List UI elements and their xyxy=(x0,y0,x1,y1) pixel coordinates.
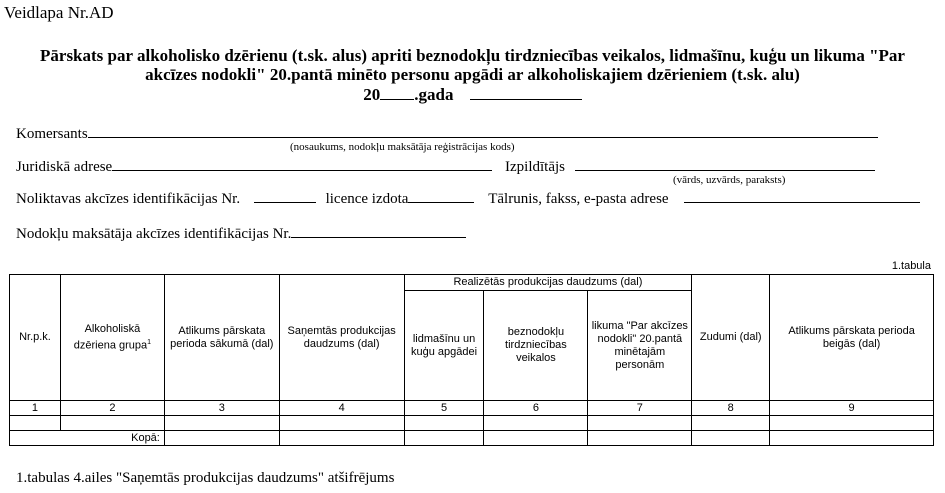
colnum-1: 1 xyxy=(10,401,61,416)
form-id: Veidlapa Nr.AD xyxy=(4,3,114,22)
table-label: 1.tabula xyxy=(891,260,931,272)
year-blank[interactable] xyxy=(380,85,414,100)
colnum-4: 4 xyxy=(279,401,404,416)
report-year-line: 20 .gada xyxy=(0,85,945,104)
izpilditajs-row xyxy=(505,156,875,176)
cell[interactable] xyxy=(279,416,404,431)
header-lidmasinu: lidmašīnu un kuģu apgādei xyxy=(404,291,484,401)
cell[interactable] xyxy=(60,416,164,431)
nodoklu-label: Nodokļu maksātāja akcīzes identifikācijas Nr. xyxy=(16,226,292,242)
header-atlikums-sakuma: Atlikums pārskata perioda sākumā (dal) xyxy=(164,275,279,401)
cell[interactable] xyxy=(692,416,770,431)
cell[interactable] xyxy=(10,416,61,431)
komersants-hint: (nosaukums, nodokļu maksātāja reģistrācijas kods) xyxy=(290,141,515,153)
cell[interactable] xyxy=(484,416,588,431)
header-zudumi: Zudumi (dal) xyxy=(692,275,770,401)
report-title-line2: akcīzes nodokli" 20.pantā minēto personu apgādi ar alkoholiskajiem dzērieniem (t.sk. alu) xyxy=(145,65,800,84)
juridiska-adrese-label: Juridiskā adrese xyxy=(16,159,113,175)
cell[interactable] xyxy=(770,416,934,431)
komersants-label: Komersants xyxy=(16,126,88,142)
noliktavas-field[interactable] xyxy=(254,188,316,203)
komersants-field[interactable] xyxy=(88,123,878,138)
talrunis-field[interactable] xyxy=(684,188,920,203)
talrunis-label: Tālrunis, fakss, e-pasta adrese xyxy=(488,191,669,207)
cell[interactable] xyxy=(484,431,588,446)
column-number-row xyxy=(10,401,934,416)
cell[interactable] xyxy=(404,416,484,431)
total-row xyxy=(10,431,934,446)
cell[interactable] xyxy=(770,431,934,446)
header-realizetas: Realizētās produkcijas daudzums (dal) xyxy=(404,275,692,291)
colnum-9: 9 xyxy=(770,401,934,416)
licence-field[interactable] xyxy=(408,188,474,203)
licence-label: licence izdota xyxy=(325,191,409,207)
izpilditajs-label: Izpildītājs xyxy=(505,159,565,175)
colnum-5: 5 xyxy=(404,401,484,416)
header-grupa-footnote: 1 xyxy=(147,338,152,346)
komersants-row xyxy=(16,123,878,143)
cell[interactable] xyxy=(404,431,484,446)
juridiska-adrese-field[interactable] xyxy=(112,156,492,171)
report-title-line1: Pārskats par alkoholisko dzērienu (t.sk. alus) apriti beznodokļu tirdzniecības veikalos, lidmašīnu, kuģu un likuma "Par xyxy=(40,46,905,65)
noliktavas-row xyxy=(16,188,920,208)
cell[interactable] xyxy=(588,416,692,431)
colnum-2: 2 xyxy=(60,401,164,416)
cell[interactable] xyxy=(279,431,404,446)
nodoklu-field[interactable] xyxy=(291,223,466,238)
izpilditajs-field[interactable] xyxy=(575,156,875,171)
header-likuma: likuma "Par akcīzes nodokli" 20.pantā minētajām personām xyxy=(588,291,692,401)
noliktavas-label: Noliktavas akcīzes identifikācijas Nr. xyxy=(16,191,241,207)
colnum-3: 3 xyxy=(164,401,279,416)
header-beznodoklu: beznodokļu tirdzniecības veikalos xyxy=(484,291,588,401)
nodoklu-row xyxy=(16,223,466,243)
header-sanemtas: Saņemtās produkcijas daudzums (dal) xyxy=(279,275,404,401)
period-blank[interactable] xyxy=(470,85,582,100)
header-nrpk: Nr.p.k. xyxy=(10,275,61,401)
total-label: Kopā: xyxy=(10,431,165,446)
izpilditajs-hint: (vārds, uzvārds, paraksts) xyxy=(673,174,786,186)
cell[interactable] xyxy=(588,431,692,446)
colnum-7: 7 xyxy=(588,401,692,416)
colnum-6: 6 xyxy=(484,401,588,416)
table-row xyxy=(10,416,934,431)
header-atlikums-beigas: Atlikums pārskata perioda beigās (dal) xyxy=(770,275,934,401)
colnum-8: 8 xyxy=(692,401,770,416)
cell[interactable] xyxy=(692,431,770,446)
juridiska-adrese-row xyxy=(16,156,492,176)
footer-note: 1.tabulas 4.ailes "Saņemtās produkcijas daudzums" atšifrējums xyxy=(16,470,395,486)
cell[interactable] xyxy=(164,431,279,446)
report-table xyxy=(9,274,934,446)
header-grupa: Alkoholiskā dzēriena grupa$^1$ xyxy=(60,275,164,401)
cell[interactable] xyxy=(164,416,279,431)
